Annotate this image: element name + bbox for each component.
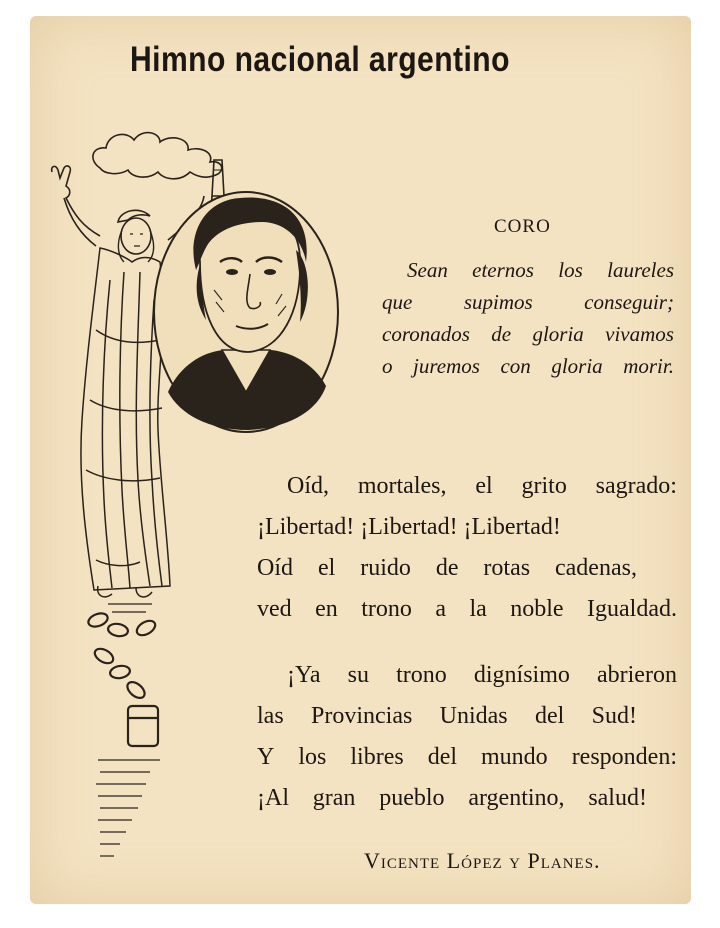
stanza-two — [257, 655, 677, 819]
stanza-one — [257, 466, 677, 630]
chorus-line: coronados de gloria vivamos — [382, 322, 674, 346]
broken-chain-icon — [87, 611, 158, 746]
stanza-line: ¡Al gran pueblo argentino, salud! — [257, 785, 647, 811]
stanza-line: las Provincias Unidas del Sud! — [257, 703, 637, 729]
liberty-head — [118, 210, 154, 262]
chorus-verse — [382, 254, 674, 382]
chorus-line: o juremos con gloria morir. — [382, 354, 674, 378]
stanza-line: ved en trono a la noble Igualdad. — [257, 596, 677, 622]
stanza-line: ¡Ya su trono dignísimo abrieron — [287, 662, 677, 688]
stanza-line: ¡Libertad! ¡Libertad! ¡Libertad! — [257, 514, 561, 540]
torch-smoke — [93, 133, 222, 179]
chorus-line: Sean eternos los laureles — [407, 258, 674, 282]
chorus-line: que supimos conseguir; — [382, 290, 674, 314]
torch-icon — [212, 160, 224, 196]
chorus-heading: CORO — [494, 216, 551, 237]
author-signature: Vicente López y Planes. — [364, 848, 601, 873]
stanza-line: Oíd, mortales, el grito sagrado: — [287, 473, 677, 499]
stanza-line: Y los libres del mundo responden: — [257, 744, 677, 770]
page-title: Himno nacional argentino — [130, 40, 510, 79]
stanza-line: Oíd el ruido de rotas cadenas, — [257, 555, 637, 581]
portrait-medallion — [154, 192, 338, 432]
